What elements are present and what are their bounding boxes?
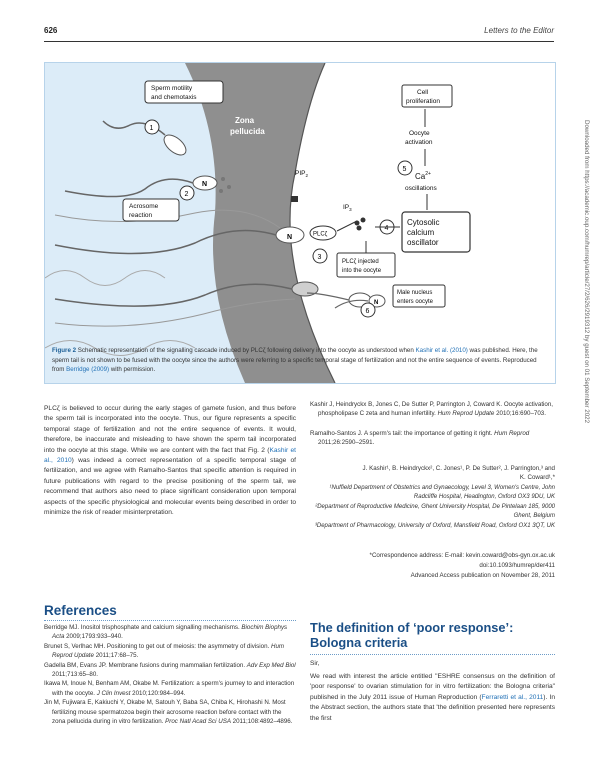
plc-injected-label-1: PLCζ injected (342, 259, 379, 265)
advance-access-date: Advanced Access publication on November 28, 2011 (410, 572, 555, 579)
author-line-1: J. Kashir¹, B. Heindryckx², C. Jones¹, P. De Sutter², J. Parrington,³ and (362, 465, 555, 472)
body-text-1: PLCζ is believed to occur during the early stages of gamete fusion, and thus before the sperm tail is incorporated into the oocyte. Thus, our figure represents a specific temporal stage of fertilization and not the entire sequence of events. It would, therefore, be inaccurate and misleading to have shown the sperm tail incorporated into the oocyte at this stage. While we are content with the fact that Fig. 2 ( (44, 405, 296, 454)
oocyte-activation-label-2: activation (405, 139, 433, 146)
body-text-2: ) was indeed a correct representation of a specific temporal stage of fertilization, and we agree with Ramalho-Santos that specific attention is required in future publications with regard to the precise positioning of the sperm tail, we recommend that authors also need to place significant consideration upon temporal aspects of the specific physiological and molecular events being described in order to minimize the risk of reader misinterpretation. (44, 457, 296, 517)
page-number: 626 (44, 26, 58, 35)
article-body-text-1: We read with interest the article entitled "ESHRE consensus on the definition of 'poor response' to ovarian stimulation for in vitro fertilization: the Bologna criteria" published in the July 2011 issue of Human Reproduction ( (310, 673, 555, 701)
reference-item-ramalho: Ramalho-Santos J. A sperm's tail: the importance of getting it right. Hum Reprod 2011;26:2590–2591. (310, 430, 530, 447)
nucleus-marker-1: N (202, 181, 208, 188)
author-list (310, 464, 555, 482)
pellucida-label: pellucida (230, 127, 265, 136)
caption-link-berridge[interactable]: Berridge (2009) (66, 366, 110, 374)
acrosome-label-1: Acrosome (129, 203, 159, 210)
correspondence-address: *Correspondence address: E-mail: kevin.coward@obs-gyn.ox.ac.uk (369, 552, 555, 559)
cell-proliferation-label-1: Cell (417, 89, 429, 96)
reference-item: Ikawa M, Inoue N, Benham AM, Okabe M. Fertilization: a sperm's journey to and interaction with the oocyte. J Clin Invest 2010;120:984–994. (44, 680, 295, 697)
zona-label: Zona (235, 116, 255, 125)
male-nucleus-label-2: enters oocyte (397, 299, 434, 305)
article-title: The definition of ‘poor response’: Bologna criteria (310, 620, 514, 650)
ip3-label: $IP_3$ (343, 204, 352, 212)
cytosolic-label-1: Cytosolic (407, 218, 440, 227)
download-watermark: Downloaded from https://academic.oup.com/humrep/article/27/2/626/2919312 by guest on 01 September 2022 (583, 120, 590, 424)
article-rule (310, 654, 555, 655)
affiliation-1: ¹Nuffield Department of Obstetrics and Gynaecology, Level 3, Women's Centre, John Radcliffe Hospital, Headington, Oxford OX3 9DU, UK (329, 485, 555, 500)
motility-label-2: and chemotaxis (151, 94, 197, 101)
caption-text-3: with permission. (109, 366, 156, 374)
step-4: 4 (384, 225, 389, 232)
affiliation-2: ²Department of Reproductive Medicine, Ghent University Hospital, De Pintelaan 185, 9000 Ghent, Belgium (315, 504, 555, 519)
salutation: Sir, (310, 660, 320, 667)
figure-caption (52, 346, 548, 375)
reference-item-kashir: Kashir J, Heindryckx B, Jones C, De Sutter P, Parrington J, Coward K. Oocyte activation, phospholipase C zeta and human infertility. Hum Reprod Update 2010;16:690–703. (310, 401, 554, 418)
nucleus-marker-2: N (287, 234, 293, 241)
affiliation-3: ³Department of Pharmacology, University of Oxford, Mansfield Road, Oxford OX1 3QT, UK (314, 523, 555, 529)
body-paragraph (44, 404, 296, 518)
step-1: 1 (149, 125, 154, 132)
figure-2-panel (44, 62, 556, 384)
article-link-ferraretti[interactable]: Ferraretti et al., 2011 (481, 693, 544, 701)
plc-injected-label-2: into the oocyte (342, 268, 382, 274)
article-body-text-2: ). In the Abstract section, the authors state that 'the definition presented here represents the first (310, 693, 555, 722)
oscillations-label: oscillations (405, 185, 437, 192)
caption-text-1: Schematic representation of the signalling cascade induced by PLCζ following delivery into the oocyte as understood when (76, 347, 416, 354)
author-line-2: K. Coward¹,* (519, 474, 555, 482)
body-link-kashir[interactable]: Kashir et al., 2010 (44, 446, 296, 465)
signalling-cascade-diagram (45, 63, 555, 383)
male-nucleus-label-1: Male nucleus (397, 290, 433, 296)
caption-link-kashir[interactable]: Kashir et al. (2010) (415, 347, 468, 354)
acrosome-label-2: reaction (129, 212, 153, 219)
reference-item: Berridge MJ. Inositol trisphosphate and calcium signalling mechanisms. Biochim Biophys Acta 2009;1793:933–940. (44, 624, 288, 641)
motility-label-1: Sperm motility (151, 85, 193, 92)
pip2-marker (291, 196, 298, 202)
pip2-label: $PIP_2$ (295, 170, 308, 178)
cytosolic-label-3: oscillator (407, 238, 439, 247)
step-6: 6 (365, 308, 370, 315)
cell-proliferation-label-2: proliferation (406, 98, 440, 105)
doi: doi:10.1093/humrep/der411 (479, 562, 555, 569)
references-heading: References (44, 603, 117, 618)
ca-label: $Ca^{2+}$ (415, 171, 431, 181)
reference-item: Jin M, Fujiwara E, Kakiuchi Y, Okabe M, Satouh Y, Baba SA, Chiba K, Hirohashi N. Most fertilizing mouse spermatozoa begin their acrosome reaction before contact with the zona pellucida during in vitro fertilization. Proc Natl Acad Sci USA 2011;108:4892–4896. (44, 699, 293, 726)
article-body (310, 672, 555, 724)
step-3: 3 (317, 254, 322, 261)
reference-item: Gadella BM, Evans JP. Membrane fusions during mammalian fertilization. Adv Exp Med Biol 2011;713:65–80. (44, 661, 296, 679)
step-2: 2 (184, 191, 189, 198)
oocyte-activation-label-1: Oocyte (409, 130, 430, 137)
cytosolic-label-2: calcium (407, 228, 435, 237)
plc-label: PLCζ (313, 231, 328, 238)
step-5: 5 (402, 166, 407, 173)
caption-label: Figure 2 (52, 347, 77, 354)
nucleus-marker-3: N (374, 300, 379, 306)
caption-text-2: was published. Here, the sperm tail is not shown to be fused with the oocyte since the authors were referring to a specific temporal stage of fertilization and not the entire sequence of events. Reproduced from (52, 347, 538, 374)
references-list (44, 623, 296, 726)
tail-wave-1 (45, 271, 165, 286)
references-rule (44, 620, 296, 621)
header-rule (44, 41, 554, 42)
running-header: Letters to the Editor (484, 26, 554, 35)
reference-item: Brunet S, Verlhac MH. Positioning to get out of meiosis: the asymmetry of division. Hum Reprod Update 2011;17:68–75. (44, 642, 285, 660)
